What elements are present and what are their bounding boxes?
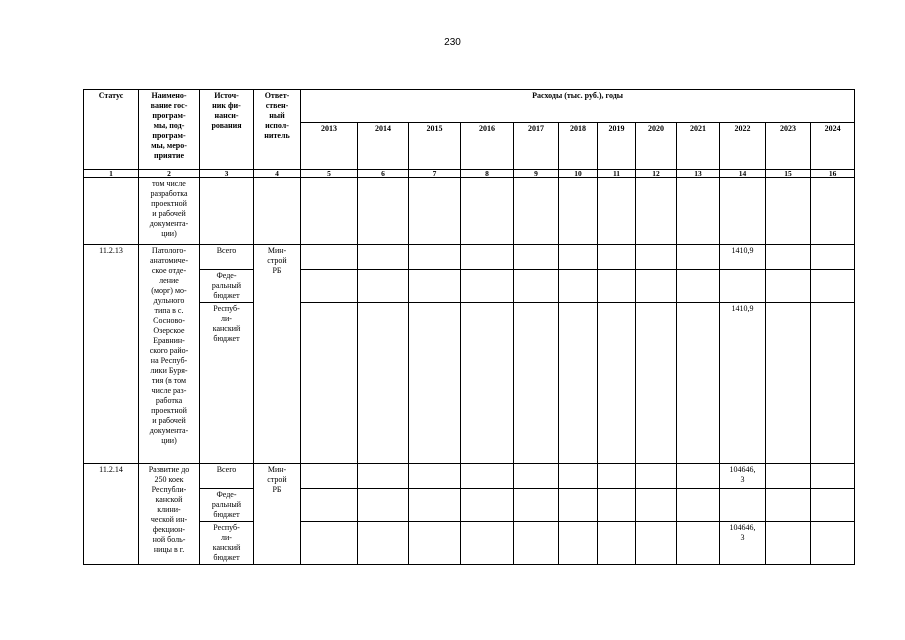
header-expenses: Расходы (тыс. руб.), годы xyxy=(301,90,855,123)
table-row xyxy=(84,303,855,464)
header-year: 2016 xyxy=(461,123,514,170)
table-row xyxy=(84,245,855,270)
column-number: 5 xyxy=(301,170,358,178)
header-year: 2021 xyxy=(677,123,720,170)
header-name: Наимено- вание гос- програм- мы, под- програм- мы, меро- приятие xyxy=(139,90,200,170)
row-executor: Мин- строй РБ xyxy=(254,464,301,565)
row-value-2022: 104646, 3 xyxy=(720,464,766,489)
row-source: Феде- ральный бюджет xyxy=(200,270,254,303)
header-year: 2020 xyxy=(636,123,677,170)
header-year: 2013 xyxy=(301,123,358,170)
table-row xyxy=(84,522,855,565)
header-year: 2018 xyxy=(559,123,598,170)
column-number: 4 xyxy=(254,170,301,178)
column-number: 6 xyxy=(358,170,409,178)
column-number: 2 xyxy=(139,170,200,178)
column-number: 14 xyxy=(720,170,766,178)
row-source: Феде- ральный бюджет xyxy=(200,489,254,522)
row-executor: Мин- строй РБ xyxy=(254,245,301,464)
header-year: 2019 xyxy=(598,123,636,170)
row-name: Патолого- анатомиче- ское отде- ление (морг) мо- дульного типа в с. Сосново- Озерское Еравнин- ского райо- на Респуб- лики Буря- тия (в том числе раз- работка проектной и рабочей документа- ции) xyxy=(139,245,200,464)
header-year: 2014 xyxy=(358,123,409,170)
row-status: 11.2.14 xyxy=(84,464,139,565)
header-source: Источ- ник фи- нанси- рования xyxy=(200,90,254,170)
header-year: 2024 xyxy=(811,123,855,170)
table-row xyxy=(84,270,855,303)
column-number: 11 xyxy=(598,170,636,178)
column-number: 7 xyxy=(409,170,461,178)
header-status: Статус xyxy=(84,90,139,170)
row-source: Респуб- ли- канский бюджет xyxy=(200,522,254,565)
column-number: 13 xyxy=(677,170,720,178)
budget-table xyxy=(83,89,855,565)
row-value-2022 xyxy=(720,270,766,303)
column-number: 16 xyxy=(811,170,855,178)
table-row xyxy=(84,489,855,522)
row-source: Всего xyxy=(200,464,254,489)
header-executor: Ответ- ствен- ный испол- нитель xyxy=(254,90,301,170)
column-number: 3 xyxy=(200,170,254,178)
row-source: Всего xyxy=(200,245,254,270)
header-year: 2017 xyxy=(514,123,559,170)
row-status: 11.2.13 xyxy=(84,245,139,464)
column-number: 15 xyxy=(766,170,811,178)
header-year: 2022 xyxy=(720,123,766,170)
column-number: 1 xyxy=(84,170,139,178)
column-number: 12 xyxy=(636,170,677,178)
column-number: 9 xyxy=(514,170,559,178)
column-number: 8 xyxy=(461,170,514,178)
column-number: 10 xyxy=(559,170,598,178)
table-row xyxy=(84,178,855,245)
row-value-2022: 1410,9 xyxy=(720,303,766,464)
column-number-row xyxy=(84,170,855,178)
table-row xyxy=(84,464,855,489)
row-value-2022: 1410,9 xyxy=(720,245,766,270)
header-year: 2015 xyxy=(409,123,461,170)
row-value-2022: 104646, 3 xyxy=(720,522,766,565)
row-value-2022 xyxy=(720,489,766,522)
page-number: 230 xyxy=(444,37,461,48)
row-name: том числе разработка проектной и рабочей документа- ции) xyxy=(139,178,200,245)
row-source: Респуб- ли- канский бюджет xyxy=(200,303,254,464)
header-year: 2023 xyxy=(766,123,811,170)
row-name: Развитие до 250 коек Республи- канской клини- ческой ин- фекцион- ной боль- ницы в г. xyxy=(139,464,200,565)
